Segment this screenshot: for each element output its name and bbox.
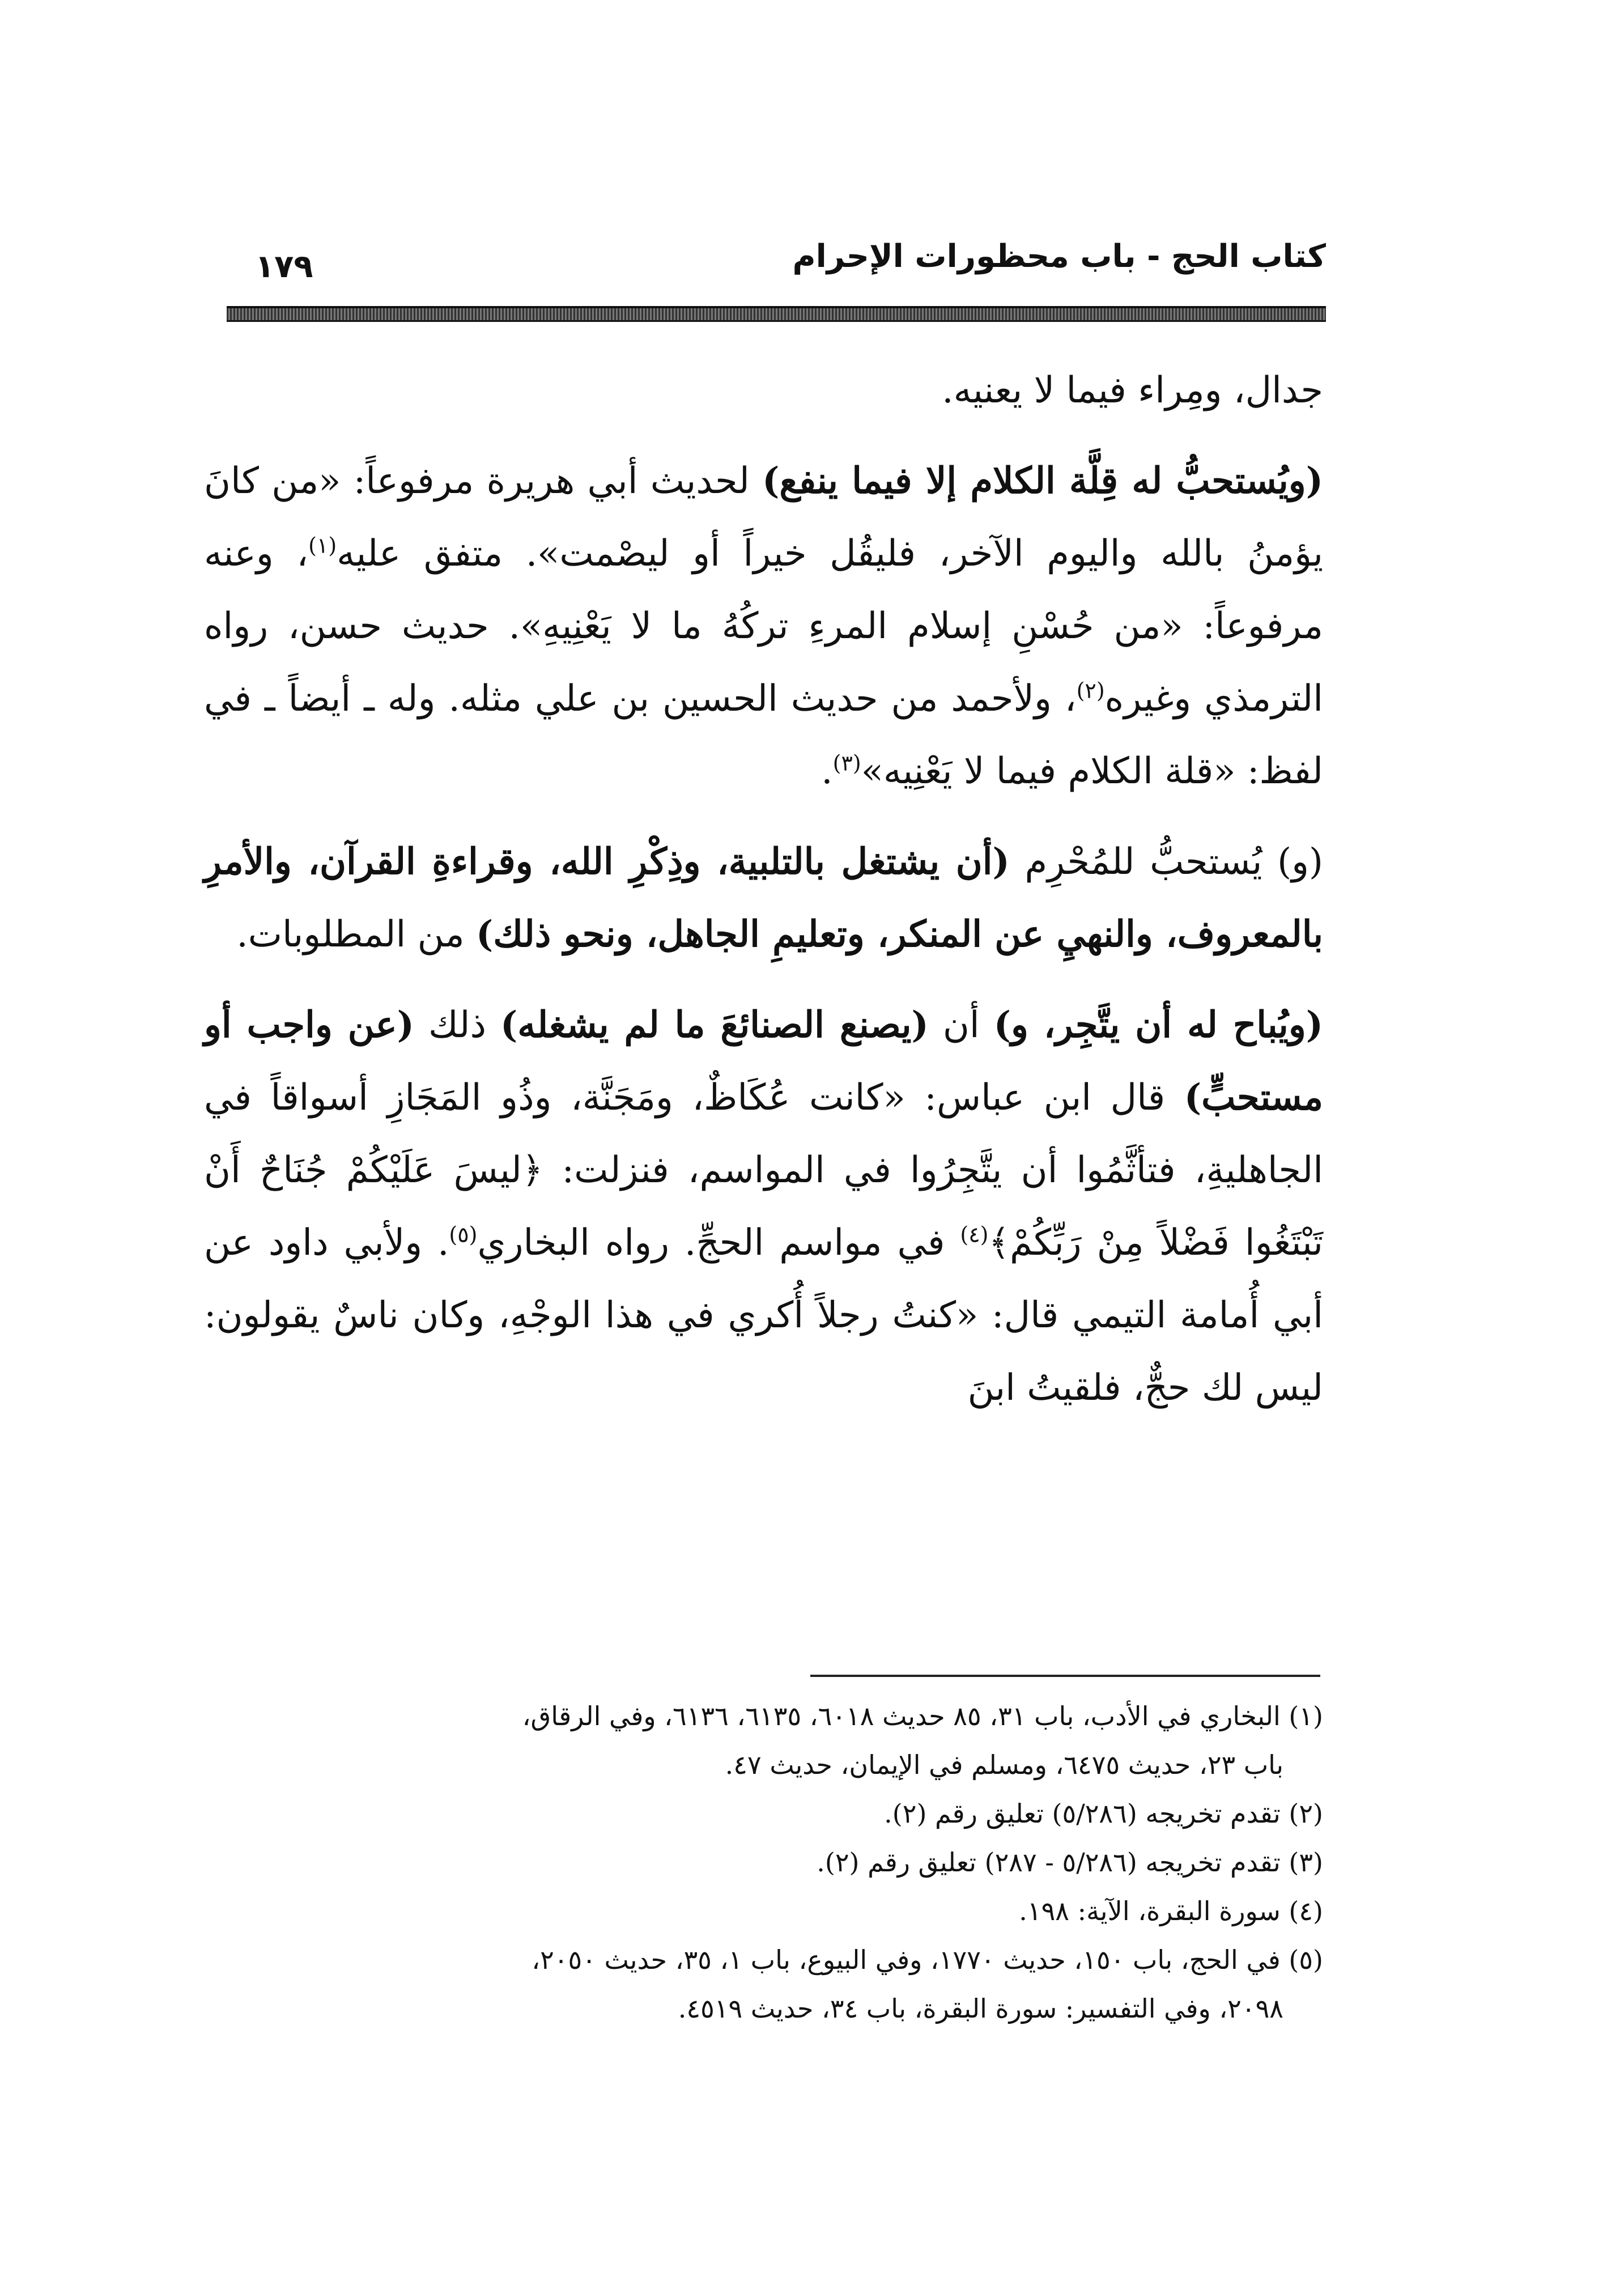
footnotes xyxy=(204,1692,1323,2033)
paragraph-1-text: جدال، ومِراء فيما لا يعنيه. xyxy=(942,370,1323,411)
footnote-ref-1[interactable]: (١) xyxy=(308,533,337,558)
paragraph-text: ، وعنه مرفوعاً: «من حُسْنِ إسلام المرءِ تركُهُ ما لا يَعْنِيهِ». حديث حسن، رواه الترمذي وغيره xyxy=(204,533,1324,720)
page-number: ١٧٩ xyxy=(255,248,313,285)
header-rule xyxy=(227,306,1326,322)
bold-phrase: (يصنع الصنائعَ ما لم يشغله) xyxy=(500,1004,929,1046)
paragraph-4 xyxy=(204,989,1323,1424)
footnote-ref-2[interactable]: (٢) xyxy=(1076,678,1105,703)
running-header xyxy=(227,238,1326,295)
paragraph-text: قال ابن عباس: «كانت عُكَاظٌ، ومَجَنَّة، وذُو المَجَازِ أسواقاً في الجاهليةِ، فتأثَّمُوا أن يتَّجِرُوا في المواسم، فنزلت: ﴿ليسَ عَلَيْكُمْ جُنَاحٌ أَنْ تَبْتَغُوا فَضْلاً مِنْ رَبِّكُمْ﴾ xyxy=(204,1077,1324,1264)
paragraph-text: (و) يُستحبُّ للمُحْرِم xyxy=(1009,841,1323,883)
footnote-ref-5[interactable]: (٥) xyxy=(449,1222,478,1247)
paragraph-text: ذلك xyxy=(414,1004,500,1046)
paragraph-text: ، ولأحمد من حديث الحسين بن علي مثله. وله ـ أيضاً ـ في لفظ: «قلة الكلام فيما لا يَعْنِيه» xyxy=(204,678,1323,792)
main-text xyxy=(204,354,1323,1442)
paragraph-text: أن xyxy=(928,1004,994,1046)
footnote-4: (٤) سورة البقرة، الآية: ١٩٨. xyxy=(1019,1896,1323,1926)
footnote-5: (٥) في الحج، باب ١٥٠، حديث ١٧٧٠، وفي البيوع، باب ١، ٣٥، حديث ٢٠٥٠، xyxy=(532,1944,1323,1975)
paragraph-text: في مواسم الحجِّ. رواه البخاري xyxy=(477,1222,960,1264)
footnote-ref-4[interactable]: (٤) xyxy=(960,1222,989,1247)
footnote-separator xyxy=(810,1675,1320,1677)
footnote-5-continued: ٢٠٩٨، وفي التفسير: سورة البقرة، باب ٣٤، حديث ٤٥١٩. xyxy=(678,1993,1283,2024)
footnote-1: (١) البخاري في الأدب، باب ٣١، ٨٥ حديث ٦٠١٨، ٦١٣٥، ٦١٣٦، وفي الرقاق، xyxy=(522,1701,1323,1731)
paragraph-text: من المطلوبات. xyxy=(236,914,476,956)
paragraph-text: . xyxy=(821,750,833,792)
footnote-3: (٣) تقدم تخريجه (٥/٢٨٦ - ٢٨٧) تعليق رقم (٢). xyxy=(817,1847,1323,1878)
paragraph-3 xyxy=(204,826,1323,971)
footnote-1-continued: باب ٢٣، حديث ٦٤٧٥، ومسلم في الإيمان، حديث ٤٧. xyxy=(725,1750,1283,1780)
paragraph-2 xyxy=(204,445,1323,808)
footnote-2: (٢) تقدم تخريجه (٥/٢٨٦) تعليق رقم (٢). xyxy=(884,1798,1323,1829)
bold-phrase: (ويُستحبُّ له قِلَّة الكلام إلا فيما ينفع) xyxy=(762,460,1323,502)
paragraph-text: . ولأبي داود عن أبي أُمامة التيمي قال: «كنتُ رجلاً أُكري في هذا الوجْهِ، وكان ناسٌ يقولون: ليس لك حجٌّ، فلقيتُ ابنَ xyxy=(204,1222,1323,1409)
header-title: كتاب الحج - باب محظورات الإحرام xyxy=(792,238,1326,275)
footnote-ref-3[interactable]: (٣) xyxy=(832,750,861,776)
bold-phrase: (ويُباح له أن يتَّجِر، و) xyxy=(993,1004,1324,1046)
bold-phrase: (عن واجب أو مستحبٍّ) xyxy=(204,1004,1323,1119)
paragraph-text: لحديث أبي هريرة مرفوعاً: «من كانَ يؤمنُ بالله واليوم الآخر، فليقُل خيراً أو ليصْمت». متفق عليه xyxy=(204,460,1324,575)
bold-phrase: (أن يشتغل بالتلبية، وذِكْرِ الله، وقراءةِ القرآن، والأمرِ بالمعروف، والنهيِ عن المنكر، وتعليمِ الجاهل، ونحو ذلك) xyxy=(204,840,1323,956)
paragraph-1 xyxy=(204,354,1323,427)
